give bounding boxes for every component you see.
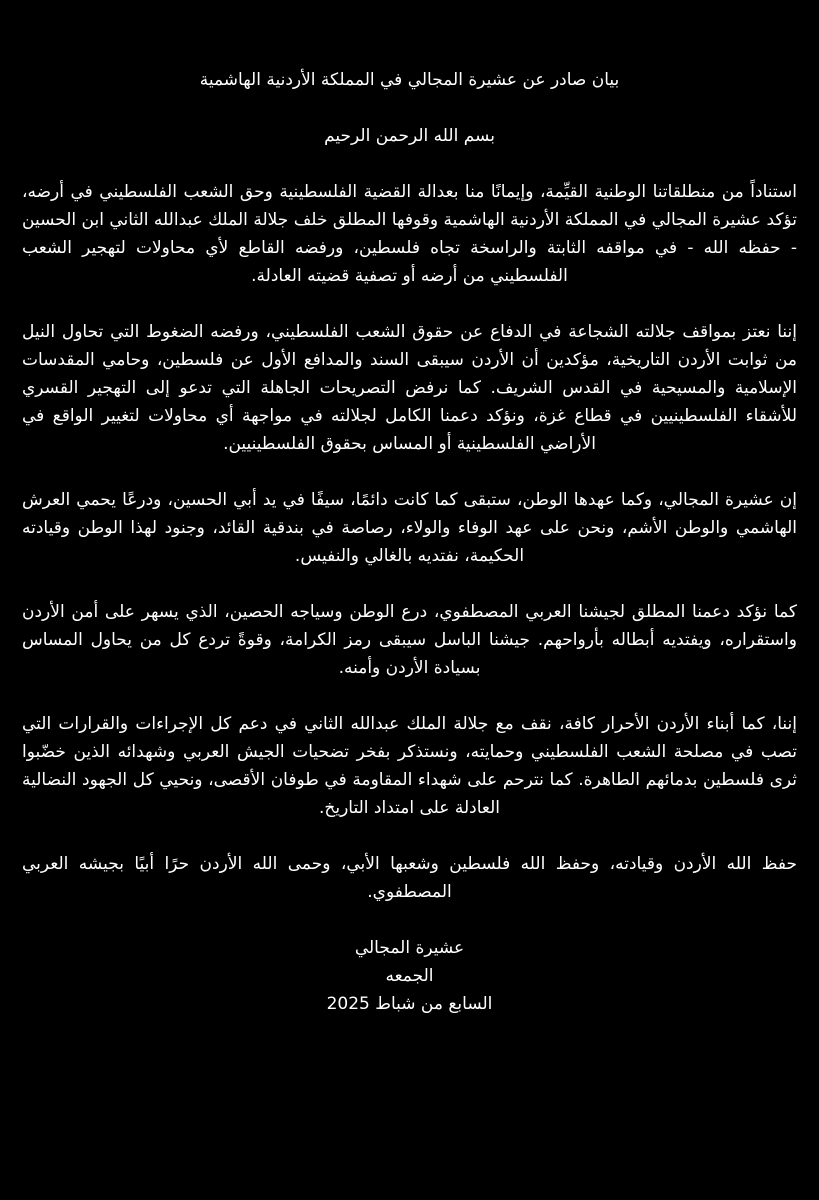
paragraph-army-support: كما نؤكد دعمنا المطلق لجيشنا العربي المصطفوي، درع الوطن وسياجه الحصين، الذي يسهر على أمن الأردن واستقراره، ويفتديه أبطاله بأرواحهم. جيشنا الباسل سيبقى رمز الكرامة، وقوةً تردع كل من يحاول المساس بسيادة الأردن وأمنه.: [22, 602, 797, 678]
paragraph-tribe-loyalty: إن عشيرة المجالي، وكما عهدها الوطن، ستبقى كما كانت دائمًا، سيفًا في يد أبي الحسين، ودرعًا يحمي العرش الهاشمي والوطن الأشم، ونحن على عهد الوفاء والولاء، رصاصة في بندقية القائد، وجنود لهذا الوطن وقيادته الحكيمة، نفتديه بالغالي والنفيس.: [22, 490, 797, 566]
basmala: بسم الله الرحمن الرحيم: [324, 126, 495, 146]
paragraph-closing-prayer: حفظ الله الأردن وقيادته، وحفظ الله فلسطين وشعبها الأبي، وحمى الله الأردن حرًا أبيًا بجيشه العربي المصطفوي.: [22, 854, 797, 902]
signature-name: عشيرة المجالي: [354, 938, 465, 958]
paragraph-pride-positions: إننا نعتز بمواقف جلالته الشجاعة في الدفاع عن حقوق الشعب الفلسطيني، ورفضه الضغوط التي تحاول النيل من ثوابت الأردن التاريخية، مؤكدين أن الأردن سيبقى السند والمدافع الأول عن فلسطين، وحامي المقدسات الإسلامية والمسيحية في القدس الشريف. كما نرفض التصريحات الجاهلة التي تدعو إلى التهجير القسري للأشقاء الفلسطينيين في قطاع غزة، ونؤكد دعمنا الكامل لجلالته في مواجهة أي محاولات لتغيير الواقع في الأراضي الفلسطينية أو المساس بحقوق الفلسطينيين.: [22, 322, 797, 454]
signature-date: السابع من شباط 2025: [326, 994, 493, 1014]
statement-title: بيان صادر عن عشيرة المجالي في المملكة الأردنية الهاشمية: [199, 70, 620, 90]
signature-block: [22, 934, 797, 1018]
paragraph-support-king: استناداً من منطلقاتنا الوطنية القيِّمة، وإيمانًا منا بعدالة القضية الفلسطينية وحق الشعب الفلسطيني في أرضه، تؤكد عشيرة المجالي في المملكة الأردنية الهاشمية وقوفها المطلق خلف جلالة الملك عبدالله الثاني ابن الحسين - حفظه الله - في مواقفه الثابتة والراسخة تجاه فلسطين، ورفضه القاطع لأي محاولات لتهجير الشعب الفلسطيني من أرضه أو تصفية قضيته العادلة.: [22, 182, 797, 286]
signature-day: الجمعه: [385, 966, 434, 986]
paragraph-martyrs: إننا، كما أبناء الأردن الأحرار كافة، نقف مع جلالة الملك عبدالله الثاني في دعم كل الإجراءات والقرارات التي تصب في مصلحة الشعب الفلسطيني وحمايته، ونستذكر بفخر تضحيات الجيش العربي وشهدائه الذين خضّبوا ثرى فلسطين بدمائهم الطاهرة. كما نترحم على شهداء المقاومة في طوفان الأقصى، ونحيي كل الجهود النضالية العادلة على امتداد التاريخ.: [22, 714, 797, 818]
statement-document: [22, 66, 797, 1018]
